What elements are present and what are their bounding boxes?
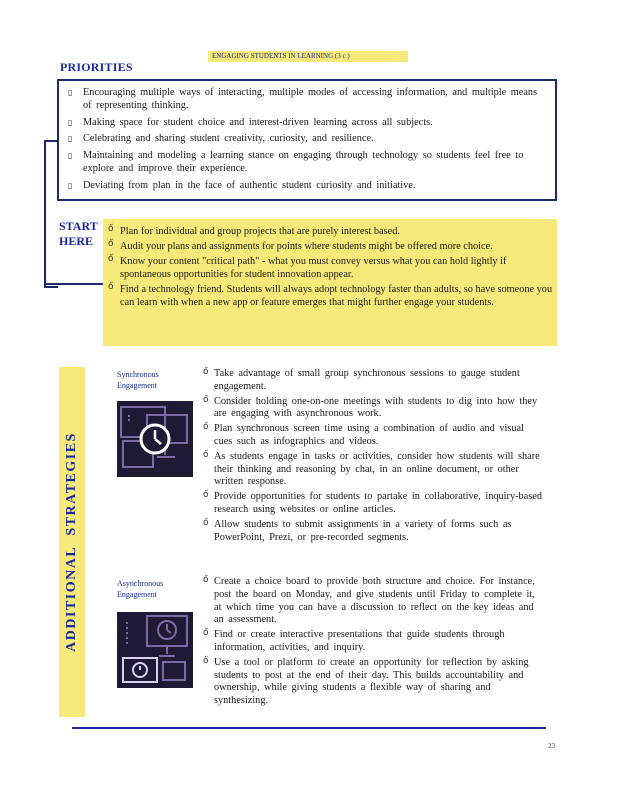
swirl-bullet-icon: ő (203, 449, 209, 460)
page-number: 23 (548, 742, 555, 750)
list-item: ▯ Making space for student choice and interest-driven learning across all subjects. (68, 116, 433, 128)
list-item: ő Find a technology friend. Students will always adopt technology faster than adults, so have someone you can learn with when a new app or feature emerges that might further engage your students. (108, 282, 553, 308)
square-bullet-icon: ▯ (68, 151, 73, 161)
swirl-bullet-icon: ő (203, 517, 209, 528)
list-item: ő Plan synchronous screen time using a combination of audio and visual cues such as infographics and videos. (203, 422, 524, 447)
swirl-bullet-icon: ő (108, 224, 114, 234)
list-item: ő Consider holding one-on-one meetings with students to dig into how they are engaging with asynchronous work. (203, 394, 538, 420)
connector-line (44, 283, 104, 285)
additional-strategies-heading: ADDITIONAL STRATEGIES (64, 432, 79, 652)
list-item: ő Find or create interactive presentations that guide students through information, activities, and inquiry. (203, 628, 505, 653)
square-bullet-icon: ▯ (68, 88, 73, 97)
square-bullet-icon: ▯ (68, 117, 73, 127)
list-item: ő Use a tool or platform to create an opportunity for reflection by asking students to post at the end of their day. This builds accountability and ownership, while giving students a flexible way of sharing and synthesizing. (203, 655, 529, 707)
swirl-bullet-icon: ő (203, 655, 209, 666)
list-item: ő Take advantage of small group synchronous sessions to gauge student engagement. (203, 367, 520, 392)
list-item: ▯ Maintaining and modeling a learning stance on engaging through technology so students feel free to explore and improve their experience. (68, 150, 524, 174)
list-item: ő Create a choice board to provide both structure and choice. For instance, post the board on Monday, and give students until Friday to complete it, at which time you can have a discussion to reflect on the key ideas and an assessment. (203, 575, 535, 626)
asynchronous-label: Asynchronous Engagement (117, 579, 164, 599)
square-bullet-icon: ▯ (68, 180, 73, 190)
swirl-bullet-icon: ő (203, 394, 209, 405)
list-item: ▯ Celebrating and sharing student creativity, curiosity, and resilience. (68, 133, 374, 145)
header-banner: ENGAGING STUDENTS IN LEARNING (3 c ) (208, 51, 408, 62)
square-bullet-icon: ▯ (68, 134, 73, 144)
synchronous-list (203, 368, 545, 546)
swirl-bullet-icon: ő (108, 282, 114, 292)
swirl-bullet-icon: ő (108, 254, 114, 264)
list-item: ő Know your content "critical path" - what you must convey versus what you can hold lightly if spontaneous opportunities for student innovation appear. (108, 254, 507, 280)
list-item: ▯ Encouraging multiple ways of interacting, multiple modes of accessing information, and multiple means of representing thinking. (68, 87, 538, 111)
swirl-bullet-icon: ő (203, 575, 209, 585)
list-item: ő Audit your plans and assignments for points where students might be offered more choice. (108, 239, 493, 252)
swirl-bullet-icon: ő (203, 367, 209, 377)
connector-bracket (44, 140, 58, 288)
priorities-heading: PRIORITIES (60, 60, 133, 74)
start-here-heading: START HERE (59, 219, 98, 248)
swirl-bullet-icon: ő (108, 239, 114, 249)
synchronous-label: Synchronous Engagement (117, 370, 159, 390)
priorities-list (68, 87, 538, 197)
list-item: ő Allow students to submit assignments in a variety of forms such as PowerPoint, Prezi, or pre-recorded segments. (203, 517, 512, 543)
list-item: ő Provide opportunities for students to partake in collaborative, inquiry-based research using websites or online articles. (203, 490, 542, 515)
footer-rule (72, 727, 546, 729)
list-item: ő As students engage in tasks or activities, consider how students will share their thinking and reasoning by chat, in an online document, or other written response. (203, 449, 540, 488)
devices-clock-icon (117, 401, 193, 477)
devices-timer-icon (117, 612, 193, 688)
swirl-bullet-icon: ő (203, 628, 209, 639)
list-item: ő Plan for individual and group projects that are purely interest based. (108, 224, 400, 237)
swirl-bullet-icon: ő (203, 422, 209, 433)
asynchronous-list (203, 576, 545, 710)
start-here-list (108, 225, 553, 311)
list-item: ▯ Deviating from plan in the face of authentic student curiosity and initiative. (68, 179, 416, 191)
swirl-bullet-icon: ő (203, 490, 209, 501)
